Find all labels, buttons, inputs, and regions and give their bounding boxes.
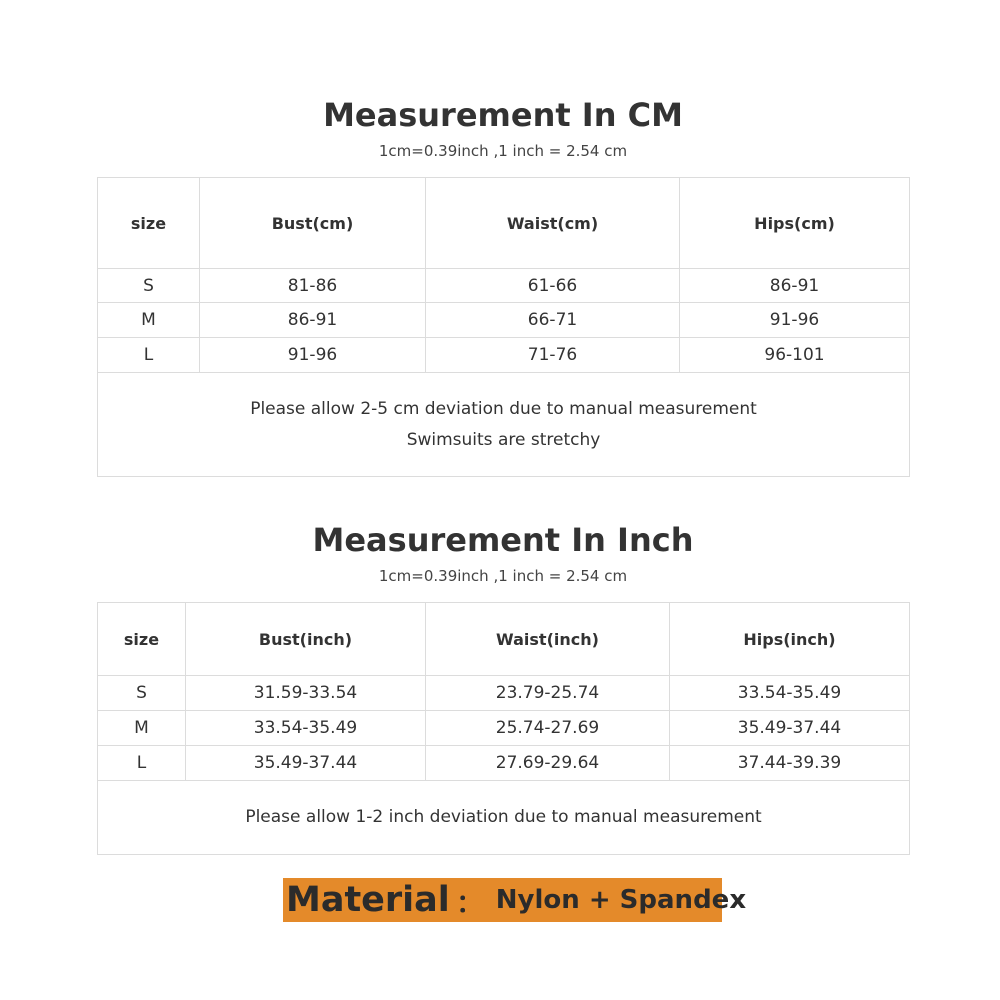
table-cell: 66-71 — [426, 303, 680, 338]
size-cell: S — [98, 676, 186, 711]
table-header-row — [98, 178, 910, 269]
table-cell: 37.44-39.39 — [670, 746, 910, 781]
header-cell: Waist(inch) — [426, 603, 670, 676]
header-cell: Bust(cm) — [200, 178, 426, 269]
table-cell: 91-96 — [680, 303, 910, 338]
table-cell: 35.49-37.44 — [670, 711, 910, 746]
stretch-note: Swimsuits are stretchy — [406, 429, 601, 450]
header-cell: size — [98, 603, 186, 676]
table-cell: 91-96 — [200, 338, 426, 373]
header-cell: size — [98, 178, 200, 269]
size-cell: M — [98, 303, 200, 338]
deviation-note: Please allow 1-2 inch deviation due to manual measurement — [98, 781, 910, 855]
table-row — [98, 338, 910, 373]
table-cell: 86-91 — [200, 303, 426, 338]
table-row — [98, 746, 910, 781]
header-cell: Hips(inch) — [670, 603, 910, 676]
material-label: Material — [286, 880, 450, 920]
header-cell: Waist(cm) — [426, 178, 680, 269]
table-cell: 33.54-35.49 — [186, 711, 426, 746]
table-cell: 96-101 — [680, 338, 910, 373]
table-cell: 27.69-29.64 — [426, 746, 670, 781]
size-cell: S — [98, 269, 200, 303]
table-cell: 35.49-37.44 — [186, 746, 426, 781]
table-cell: 31.59-33.54 — [186, 676, 426, 711]
cm-title: Measurement In CM — [323, 96, 683, 134]
table-cell: 71-76 — [426, 338, 680, 373]
table-cell: 81-86 — [200, 269, 426, 303]
size-cell: M — [98, 711, 186, 746]
cm-table-wrap — [97, 177, 909, 477]
material-value: Nylon + Spandex — [495, 885, 747, 915]
table-cell: 61-66 — [426, 269, 680, 303]
inch-size-table — [97, 602, 910, 855]
table-row — [98, 711, 910, 746]
table-note-row — [98, 373, 910, 477]
deviation-note: Please allow 2-5 cm deviation due to manual measurement — [250, 398, 757, 419]
inch-section — [97, 520, 909, 586]
material-banner — [283, 878, 747, 922]
table-row — [98, 676, 910, 711]
inch-conversion-note: 1cm=0.39inch ,1 inch = 2.54 cm — [378, 567, 628, 585]
table-cell: 23.79-25.74 — [426, 676, 670, 711]
inch-title: Measurement In Inch — [312, 521, 694, 559]
note-cell — [98, 373, 910, 477]
inch-table-wrap — [97, 602, 909, 854]
cm-section — [97, 95, 909, 161]
table-cell: 33.54-35.49 — [670, 676, 910, 711]
cm-conversion-note: 1cm=0.39inch ,1 inch = 2.54 cm — [378, 142, 628, 160]
table-row — [98, 269, 910, 303]
table-note-row — [98, 781, 910, 855]
cm-size-table — [97, 177, 910, 477]
table-header-row — [98, 603, 910, 676]
header-cell: Hips(cm) — [680, 178, 910, 269]
table-row — [98, 303, 910, 338]
header-cell: Bust(inch) — [186, 603, 426, 676]
material-colon: ： — [455, 886, 486, 921]
table-cell: 86-91 — [680, 269, 910, 303]
size-cell: L — [98, 338, 200, 373]
table-cell: 25.74-27.69 — [426, 711, 670, 746]
size-cell: L — [98, 746, 186, 781]
